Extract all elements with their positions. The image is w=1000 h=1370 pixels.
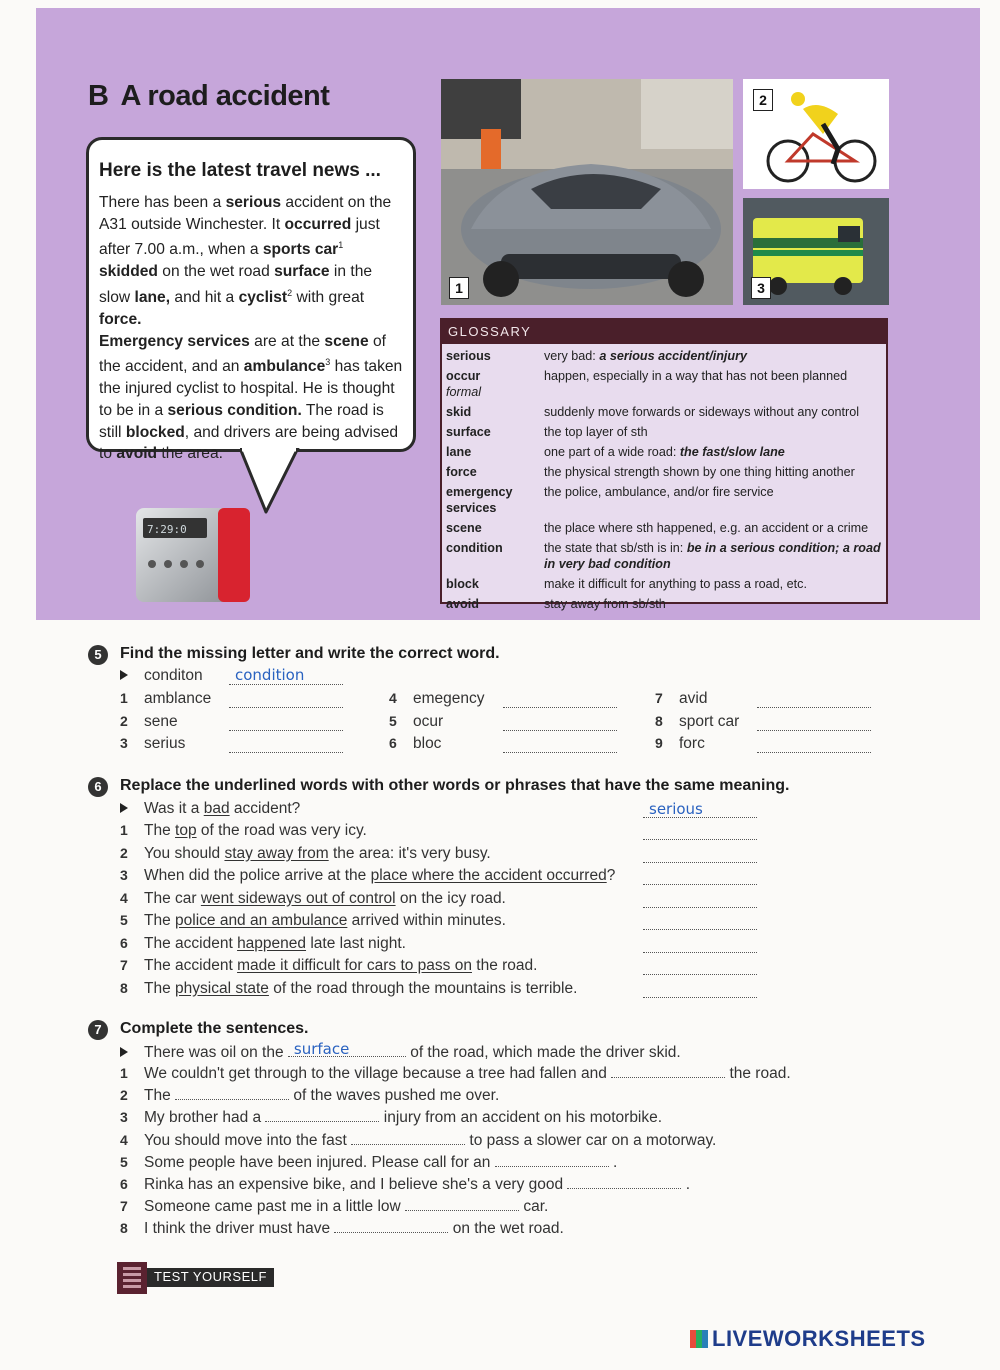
exercise-7-number: 7 — [88, 1020, 108, 1040]
news-heading: Here is the latest travel news ... — [99, 160, 381, 181]
ex5-item: 3 serius — [120, 735, 186, 752]
ex7-answer-line[interactable] — [495, 1154, 609, 1167]
ex7-item: 6 Rinka has an expensive bike, and I believe she's a very good . — [120, 1176, 691, 1193]
ex7-item: 5 Some people have been injured. Please call for an . — [120, 1153, 618, 1171]
section-title: B A road accident — [88, 80, 330, 112]
ex6-example: Was it a bad accident? — [120, 800, 300, 818]
liveworksheets-logo: LIVEWORKSHEETS — [690, 1326, 926, 1352]
glossary-box — [440, 318, 888, 611]
ex6-answer-line[interactable] — [643, 862, 757, 863]
ex7-answer-line[interactable] — [265, 1109, 379, 1122]
radio-image — [134, 504, 252, 606]
ex7-answer-line[interactable] — [405, 1198, 519, 1211]
ex5-answer-line[interactable] — [229, 752, 343, 753]
ex5-example-answer: condition — [235, 666, 305, 684]
ex5-answer-line[interactable] — [757, 730, 871, 731]
ex6-item: 3 When did the police arrive at the place where the accident occurred? — [120, 867, 616, 884]
glossary-row: condition the state that sb/sth is in: be in a serious condition; a road in very bad condition — [446, 541, 881, 571]
glossary-heading: GLOSSARY — [442, 320, 886, 344]
test-yourself-label: TEST YOURSELF — [154, 1269, 267, 1284]
ex5-item: 6 bloc — [389, 735, 442, 752]
ex7-answer-line[interactable] — [175, 1087, 289, 1100]
test-yourself-badge[interactable] — [117, 1262, 277, 1301]
ex7-item: 7 Someone came past me in a little low car. — [120, 1198, 549, 1216]
ex7-answer-line[interactable] — [334, 1220, 448, 1233]
ex5-item: 1 amblance — [120, 690, 212, 707]
ex7-answer-line[interactable] — [351, 1132, 465, 1145]
ex7-example: There was oil on the surface of the road, which made the driver skid. — [120, 1042, 681, 1062]
news-text: There has been a serious accident on the A31 outside Winchester. It occurred just after 7.00 a.m., when a sports car$^1$ skidded on the wet road surface in the slow lane, and hit a cyclist$^2$ with great force. Emergency services are at the scene of the accident, and an ambulance$^3$ has taken the injured cyclist to hospital. He is thought to be in a serious condition. The road is still blocked, and drivers are being advised to avoid the area. — [99, 194, 403, 463]
ex7-item: 1 We couldn't get through to the village because a tree had fallen and the road. — [120, 1065, 791, 1082]
ex7-item: 3 My brother had a injury from an accident on his motorbike. — [120, 1109, 663, 1127]
glossary-row: block make it difficult for anything to pass a road, etc. — [446, 577, 807, 591]
ex6-item: 1 The top of the road was very icy. — [120, 822, 367, 839]
news-bubble — [86, 137, 416, 463]
ex5-answer-line[interactable] — [503, 752, 617, 753]
ex6-example-answer: serious — [649, 800, 703, 818]
glossary-row: occur formal happen, especially in a way that has not been planned — [446, 369, 848, 399]
exercise-6-number: 6 — [88, 777, 108, 797]
photo-number-1: 1 — [449, 277, 469, 299]
glossary-list — [442, 344, 886, 611]
exercise-5-number: 5 — [88, 645, 108, 665]
ex5-item: 4 emegency — [389, 690, 485, 707]
ex5-item: 8 sport car — [655, 712, 740, 730]
ex5-answer-line[interactable] — [757, 707, 871, 708]
svg-text:7:29:0: 7:29:0 — [147, 523, 187, 536]
ex6-item: 2 You should stay away from the area: it's very busy. — [120, 844, 491, 862]
ex6-item: 5 The police and an ambulance arrived within minutes. — [120, 912, 506, 929]
ex6-answer-line[interactable] — [643, 839, 757, 840]
glossary-row: avoid stay away from sb/sth — [446, 597, 666, 611]
sports-car-photo — [441, 79, 733, 305]
ex6-answer-line[interactable] — [643, 952, 757, 953]
exercise-6-title: Replace the underlined words with other words or phrases that have the same meaning. — [120, 777, 790, 794]
ex7-answer-line[interactable] — [567, 1176, 681, 1189]
ex6-answer-line[interactable] — [643, 974, 757, 975]
ex6-answer-line[interactable] — [643, 884, 757, 885]
glossary-row: serious very bad: a serious accident/injury — [446, 349, 747, 363]
ex5-answer-line[interactable] — [229, 707, 343, 708]
ex5-item: 5 ocur — [389, 712, 444, 730]
ambulance-photo — [743, 198, 889, 305]
ex6-answer-line[interactable] — [643, 997, 757, 998]
photo-number-2: 2 — [753, 89, 773, 111]
ex5-item: 7 avid — [655, 690, 708, 707]
ex6-answer-line[interactable] — [643, 907, 757, 908]
ex7-answer-line[interactable] — [611, 1065, 725, 1078]
ex5-answer-line[interactable] — [229, 730, 343, 731]
ex6-item: 7 The accident made it difficult for cars to pass on the road. — [120, 957, 538, 974]
exercise-5-title: Find the missing letter and write the correct word. — [120, 645, 500, 662]
photo-number-3: 3 — [751, 277, 771, 299]
ex5-answer-line[interactable] — [503, 707, 617, 708]
ex7-item: 4 You should move into the fast to pass a slower car on a motorway. — [120, 1131, 717, 1149]
ex5-item: 2 sene — [120, 712, 178, 730]
ex6-answer-line[interactable] — [643, 929, 757, 930]
ex6-item: 6 The accident happened late last night. — [120, 934, 406, 952]
ex5-item: 9 forc — [655, 735, 705, 752]
ex6-item: 4 The car went sideways out of control on the icy road. — [120, 889, 506, 907]
glossary-row: emergency services the police, ambulance, and/or fire service — [446, 485, 774, 515]
ex5-example-line — [229, 684, 343, 685]
cyclist-photo — [743, 79, 889, 189]
ex7-item: 8 I think the driver must have on the wet road. — [120, 1220, 564, 1238]
glossary-row: lane one part of a wide road: the fast/slow lane — [446, 445, 785, 459]
glossary-row: surface the top layer of sth — [446, 425, 648, 439]
ex5-answer-line[interactable] — [757, 752, 871, 753]
exercise-7-title: Complete the sentences. — [120, 1020, 309, 1037]
glossary-row: scene the place where sth happened, e.g. an accident or a crime — [446, 521, 869, 535]
glossary-row: skid suddenly move forwards or sideways without any control — [446, 405, 859, 419]
ex6-item: 8 The physical state of the road through the mountains is terrible. — [120, 979, 578, 997]
glossary-row: force the physical strength shown by one thing hitting another — [446, 465, 855, 479]
ex7-item: 2 The of the waves pushed me over. — [120, 1087, 500, 1105]
ex5-example: conditon — [120, 667, 203, 685]
ex5-answer-line[interactable] — [503, 730, 617, 731]
